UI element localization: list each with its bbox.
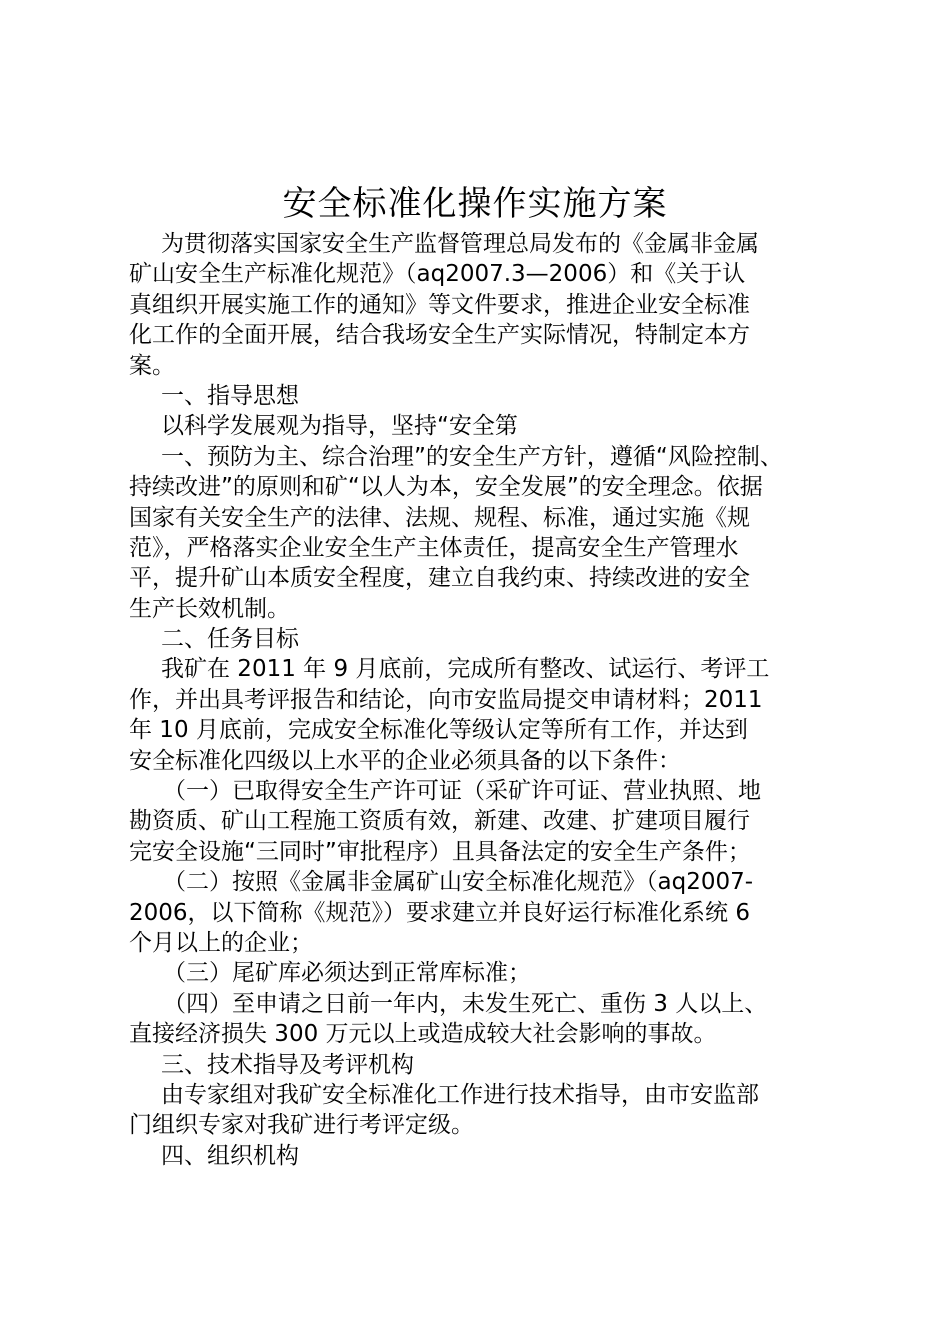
text-line: 完安全设施“三同时”审批程序）且具备法定的安全生产条件； — [129, 838, 751, 865]
text-line: 三、技术指导及考评机构 — [161, 1051, 414, 1078]
text-line: （四）至申请之日前一年内，未发生死亡、重伤 3 人以上、 — [163, 990, 768, 1017]
text-line: 直接经济损失 300 万元以上或造成较大社会影响的事故。 — [129, 1021, 717, 1048]
text-line: 四、组织机构 — [161, 1142, 299, 1169]
text-line: 门组织专家对我矿进行考评定级。 — [129, 1112, 474, 1139]
text-line: 一、指导思想 — [161, 382, 299, 409]
text-line: 范》，严格落实企业安全生产主体责任，提高安全生产管理水 — [129, 534, 739, 561]
text-line: 二、任务目标 — [161, 626, 299, 653]
text-line: 个月以上的企业； — [129, 929, 313, 956]
text-line: （三）尾矿库必须达到正常库标准； — [163, 960, 531, 987]
text-line: 矿山安全生产标准化规范》（aq2007.3—2006）和《关于认 — [129, 261, 746, 288]
text-line: 持续改进”的原则和矿“以人为本，安全发展”的安全理念。依据 — [129, 474, 763, 501]
text-line: 平，提升矿山本质安全程度，建立自我约束、持续改进的安全 — [129, 565, 750, 592]
text-line: 我矿在 2011 年 9 月底前，完成所有整改、试运行、考评工 — [161, 656, 770, 683]
text-line: 由专家组对我矿安全标准化工作进行技术指导，由市安监部 — [161, 1081, 759, 1108]
text-line: 安全标准化四级以上水平的企业必须具备的以下条件： — [129, 747, 681, 774]
text-line: （一）已取得安全生产许可证（采矿许可证、营业执照、地 — [163, 778, 761, 805]
text-line: 国家有关安全生产的法律、法规、规程、标准，通过实施《规 — [129, 504, 750, 531]
text-line: 真组织开展实施工作的通知》等文件要求，推进企业安全标准 — [129, 291, 750, 318]
text-line: 一、预防为主、综合治理”的安全生产方针，遵循“风险控制、 — [161, 443, 783, 470]
text-line: 生产长效机制。 — [129, 595, 290, 622]
text-line: 勘资质、矿山工程施工资质有效，新建、改建、扩建项目履行 — [129, 808, 750, 835]
text-line: 作，并出具考评报告和结论，向市安监局提交申请材料；2011 — [129, 686, 763, 713]
text-line: 化工作的全面开展，结合我场安全生产实际情况，特制定本方 — [129, 322, 750, 349]
text-line: 案。 — [129, 352, 175, 379]
document-title: 安全标准化操作实施方案 — [282, 184, 668, 224]
document-body — [129, 229, 829, 1171]
text-line: 以科学发展观为指导，坚持“安全第 — [161, 413, 518, 440]
text-line: 2006，以下简称《规范》）要求建立并良好运行标准化系统 6 — [129, 899, 750, 926]
text-line: 为贯彻落实国家安全生产监督管理总局发布的《金属非金属 — [161, 231, 759, 257]
text-line: 年 10 月底前，完成安全标准化等级认定等所有工作，并达到 — [129, 717, 748, 744]
text-line: （二）按照《金属非金属矿山安全标准化规范》（aq2007- — [163, 869, 754, 896]
